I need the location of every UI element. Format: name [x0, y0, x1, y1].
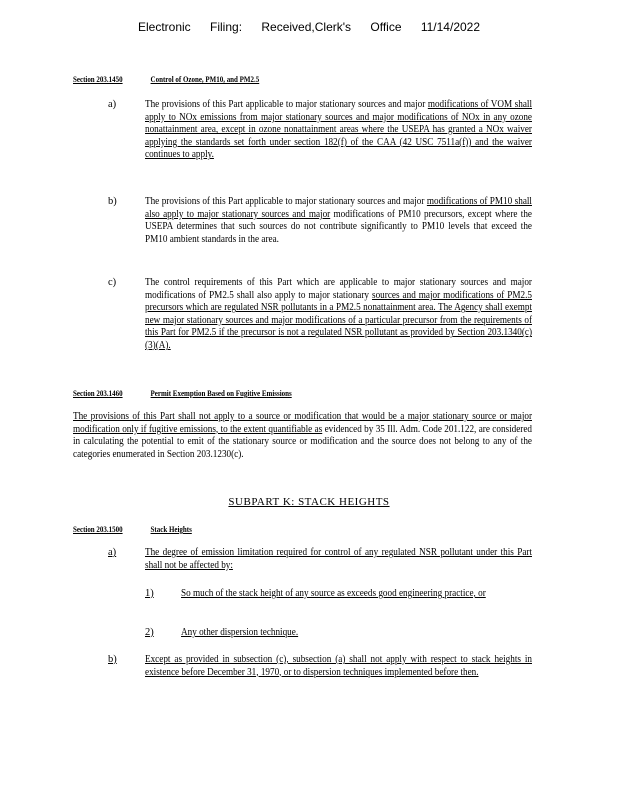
section-1460-body [73, 411, 532, 461]
section-1450-item-c [145, 277, 532, 353]
item-label: b) [108, 196, 117, 207]
subitem-label: 1) [145, 588, 154, 599]
item-text-underlined: modifications of PM10 shall also apply to major stationary sources and major [145, 196, 532, 220]
section-title: Control of Ozone, PM10, and PM2.5 [150, 74, 260, 84]
header-electronic: Electronic [137, 20, 191, 34]
header-filing: Filing: [210, 20, 243, 34]
section-title: Stack Heights [150, 524, 192, 534]
item-text: The control requirements of this Part which are applicable to major stationary sources and major modifications of PM2.5 shall also apply to major stationary [145, 277, 532, 301]
section-1500-item-a: The degree of emission limitation required for control of any regulated NSR pollutant under this Part shall not be affected by: [145, 547, 532, 571]
item-text: The provisions of this Part applicable to major stationary sources and major [145, 196, 427, 207]
section-1460-heading [73, 388, 292, 398]
item-text-cont: modifications of PM10 precursors, except where the USEPA determines that such sources do not contribute significantly to PM10 levels that exceed the PM10 ambient standards in the area. [145, 208, 532, 245]
item-label: a) [108, 547, 117, 558]
section-1500-item-b: Except as provided in subsection (c), subsection (a) shall not apply with respect to stack heights in existence before December 31, 1970, or to dispersion techniques implemented before then. [145, 654, 532, 678]
header-date: 11/14/2022 [420, 20, 481, 34]
section-number: Section 203.1450 [73, 74, 123, 84]
item-text-underlined: sources and major modifications of PM2.5 precursors which are regulated NSR pollutants in a PM2.5 nonattainment area. The Agency shall exempt new major stationary sources and major modifications of a particular precursor from the requirements of this Part for PM2.5 if the precursor is not a regulated NSR pollutant as provided by Section 203.1340(c)(3)(A). [145, 289, 532, 351]
body-text: evidenced by 35 Ill. Adm. Code 201.122, are considered in calculating the potential to emit of the stationary source or modification and the source does not belong to any of the categories enumerated in Section 203.1230(c). [73, 423, 532, 460]
section-1450-item-a [145, 99, 532, 162]
section-1450-item-b [145, 196, 532, 246]
section-1450-heading [73, 74, 259, 84]
section-1500-heading [73, 524, 192, 534]
section-1500-subitem-1: So much of the stack height of any source as exceeds good engineering practice, or [181, 588, 486, 599]
section-number: Section 203.1460 [73, 388, 123, 398]
header-received: Received,Clerk's [261, 20, 352, 34]
item-label: b) [108, 654, 117, 665]
subpart-heading: SUBPART K: STACK HEIGHTS [228, 496, 390, 508]
body-text-underlined: The provisions of this Part shall not apply to a source or modification that would be a major stationary source or major modification only if fugitive emissions, to the extent quantifiable as [73, 411, 532, 435]
section-1500-subitem-2: Any other dispersion technique. [181, 627, 299, 638]
header-office: Office [370, 20, 402, 34]
item-text-underlined: modifications of VOM shall apply to NOx emissions from major stationary sources and major modifications of NOx in any ozone nonattainment area, except in ozone nonattainment areas where the USEPA has granted a NOx waiver applying the standards set forth under section 182(f) of the CAA (42 USC 7511a(f)) and the waiver continues to apply. [145, 99, 532, 161]
section-title: Permit Exemption Based on Fugitive Emissions [150, 388, 292, 398]
item-text: The provisions of this Part applicable to major stationary sources and major [145, 99, 428, 110]
item-label: a) [108, 99, 117, 110]
subitem-label: 2) [145, 627, 154, 638]
filing-header [0, 20, 618, 34]
item-label: c) [108, 277, 117, 288]
section-number: Section 203.1500 [73, 524, 123, 534]
